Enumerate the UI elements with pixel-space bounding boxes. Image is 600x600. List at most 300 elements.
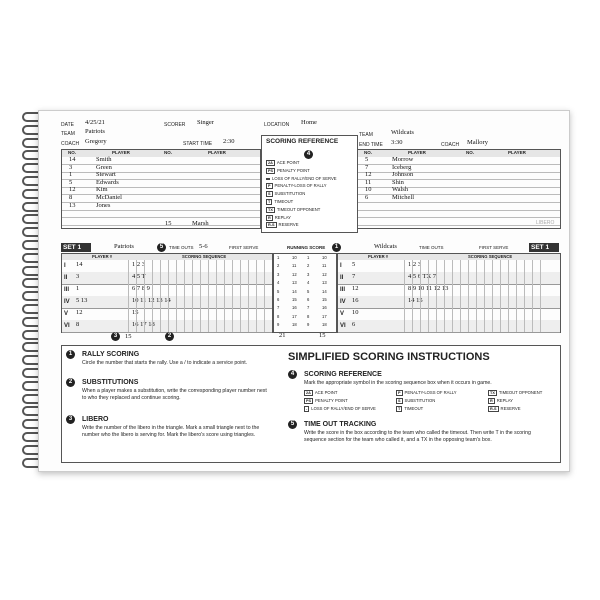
grid-cell-line (444, 320, 445, 332)
grid-cell-line (192, 272, 193, 284)
grid-cell-line (160, 272, 161, 284)
grid-cell-line (160, 260, 161, 272)
roster-right (357, 149, 561, 229)
grid-cell-line (508, 308, 509, 320)
roster-number: 5 (69, 178, 73, 186)
roster-name: Stewart (96, 171, 116, 179)
grid-cell-line (256, 308, 257, 320)
badge-2: 2 (165, 332, 174, 341)
grid-cell-line (468, 296, 469, 308)
grid-cell-line (404, 284, 405, 296)
scorebook-page (38, 110, 570, 472)
grid-cell-line (500, 308, 501, 320)
grid-cell-line (128, 296, 129, 308)
grid-cell-line (256, 284, 257, 296)
rotation-player: 12 (76, 309, 83, 316)
rotation-player: 5 (352, 261, 356, 268)
instr-badge-2: 2 (66, 378, 75, 387)
grid-cell-line (540, 260, 541, 272)
instr-badge-1: 1 (66, 350, 75, 359)
grid-cell-line (444, 296, 445, 308)
grid-cell-line (232, 272, 233, 284)
grid-cell-line (176, 308, 177, 320)
grid-cell-line (264, 308, 265, 320)
grid-cell-line (524, 296, 525, 308)
instr-ref-item (304, 406, 376, 412)
grid-cell-line (436, 284, 437, 296)
set-label-right: SET 1 (529, 243, 559, 252)
grid-cell-line (460, 320, 461, 332)
ref-code: S (268, 192, 271, 197)
grid-cell-line (168, 296, 169, 308)
grid-cell-line (232, 284, 233, 296)
grid-cell-line (468, 272, 469, 284)
instr-ref-label: PENALTY-LOSS OF RALLY (404, 390, 457, 395)
grid-cell-line (208, 296, 209, 308)
grid-cell-line (152, 320, 153, 332)
badge-4: 4 (304, 150, 313, 159)
instr-title-5: TIME OUT TRACKING (304, 421, 377, 428)
roster-number: 12 (365, 171, 372, 179)
scoring-sequence: 14 15 (408, 297, 423, 304)
ref-code: P (268, 184, 271, 189)
grid-cell-line (468, 320, 469, 332)
running-score-cell: 1 (277, 255, 280, 260)
set-team-right: Wildcats (374, 243, 397, 250)
instr-ref-label: RESERVE (500, 406, 521, 411)
grid-cell-line (232, 308, 233, 320)
grid-cell-line (176, 272, 177, 284)
roster-number: 14 (69, 156, 76, 163)
badge-1: 1 (332, 243, 341, 252)
rotation-player: 1 (76, 285, 80, 292)
ref-item (266, 222, 299, 228)
rotation-player: 10 (352, 309, 359, 316)
grid-cell-line (224, 296, 225, 308)
grid-cell-line (500, 272, 501, 284)
grid-cell-line (216, 320, 217, 332)
grid-cell-line (248, 272, 249, 284)
grid-cell-line (168, 272, 169, 284)
running-score-cell: 5 (277, 288, 280, 294)
running-score-cell: 2 (307, 263, 310, 269)
grid-cell-line (168, 320, 169, 332)
running-score-cell: 7 (307, 305, 310, 311)
running-score-cell: 3 (307, 271, 310, 277)
date-value: 4/25/21 (85, 119, 105, 126)
scoring-sequence: 1 2 3 (132, 261, 145, 268)
grid-cell-line (436, 320, 437, 332)
instr-text-5: Write the score in the box according to the team who called the timeout. Then write T in the scoring sequence section for the team who called it, and a TX in the opposing team's box. (304, 430, 531, 443)
scoring-sequence: 6 7 8 9 (132, 285, 150, 292)
grid-cell-line (240, 284, 241, 296)
running-score-cell: 16 (322, 305, 327, 311)
ref-label: LOSS OF RALLY/END OF SERVE (272, 175, 337, 181)
grid-cell-line (452, 296, 453, 308)
grid-cell-line (420, 320, 421, 332)
grid-cell-line (436, 308, 437, 320)
grid-cell-line (224, 308, 225, 320)
grid-cell-line (248, 284, 249, 296)
grid-cell-line (136, 284, 137, 296)
grid-cell-line (420, 284, 421, 296)
grid-cell-line (404, 260, 405, 272)
instr-text-4: Mark the appropriate symbol in the scoring sequence box when it occurs in game. (304, 380, 492, 386)
grid-cell-line (192, 284, 193, 296)
roster-number: 3 (69, 163, 73, 171)
team-left-label: TEAM (61, 131, 75, 137)
roster-row-empty (358, 218, 560, 226)
running-score-cell: 15 (292, 297, 297, 302)
grid-cell-line (524, 272, 525, 284)
scoring-sequence: 1 2 3 (408, 261, 421, 268)
instr-ref-code: S (398, 399, 401, 403)
grid-cell-line (516, 272, 517, 284)
grid-cell-line (144, 284, 145, 296)
roster-number: 5 (365, 156, 369, 163)
running-score-grid (273, 253, 337, 333)
roster-name: Jones (96, 201, 111, 209)
grid-cell-line (192, 260, 193, 272)
grid-cell-line (136, 320, 137, 332)
running-score-cell: 15 (322, 297, 327, 302)
roster-number: 11 (365, 178, 372, 186)
grid-cell-line (524, 284, 525, 296)
rotation-label: IV (340, 299, 346, 305)
instr-ref-item (396, 406, 423, 412)
libero-score: 15 (125, 333, 132, 340)
grid-cell-line (420, 260, 421, 272)
grid-cell-line (420, 308, 421, 320)
instr-ref-label: REPLAY (496, 398, 513, 403)
grid-cell-line (444, 260, 445, 272)
grid-cell-line (144, 272, 145, 284)
roster-left-no-header-2: NO. (164, 150, 173, 155)
grid-cell-line (500, 320, 501, 332)
running-score-cell: 10 (292, 255, 297, 260)
instr-ref-code: PS (306, 399, 312, 403)
timeouts-left: 5-6 (199, 243, 208, 250)
rotation-label: III (340, 287, 346, 293)
roster-name: Green (96, 163, 112, 171)
grid-cell-line (200, 320, 201, 332)
running-score-cell: 13 (292, 280, 297, 286)
grid-cell-line (484, 272, 485, 284)
grid-cell-line (192, 296, 193, 308)
running-score-cell: 5 (307, 288, 310, 294)
badge-5: 5 (157, 243, 166, 252)
rotation-label: IV (64, 299, 70, 305)
start-time-label: START TIME (183, 141, 213, 147)
grid-cell-line (176, 296, 177, 308)
running-score-cell: 7 (277, 305, 280, 311)
roster-left-no-header: NO. (68, 150, 77, 155)
grid-cell-line (168, 260, 169, 272)
grid-cell-line (136, 272, 137, 284)
grid-cell-line (232, 296, 233, 308)
running-score-cell: 17 (292, 313, 297, 319)
coach-left-value: Gregory (85, 138, 107, 145)
grid-cell-line (184, 260, 185, 272)
grid-cell-line (224, 320, 225, 332)
grid-cell-line (216, 272, 217, 284)
grid-cell-line (460, 308, 461, 320)
grid-cell-line (468, 284, 469, 296)
running-score-cell: 14 (292, 288, 297, 294)
rotation-player: 7 (352, 273, 356, 280)
grid-cell-line (516, 308, 517, 320)
grid-cell-line (420, 272, 421, 284)
grid-cell-line (428, 272, 429, 284)
grid-cell-line (264, 272, 265, 284)
grid-cell-line (152, 272, 153, 284)
instr-ref-code: R (490, 399, 493, 403)
roster-number: 10 (365, 186, 372, 194)
grid-cell-line (508, 296, 509, 308)
rotation-label: I (340, 263, 342, 269)
instr-text-2: When a player makes a substitution, write the corresponding player number next to who they replaced and continue scoring. (82, 388, 267, 401)
running-score-cell: 3 (277, 271, 280, 277)
grid-cell-line (160, 308, 161, 320)
grid-cell-line (500, 260, 501, 272)
ref-code: R (268, 215, 271, 220)
grid-cell-line (136, 308, 137, 320)
roster-name: Iceberg (392, 163, 412, 171)
grid-cell-line (452, 260, 453, 272)
ref-item (266, 199, 293, 205)
grid-cell-line (184, 296, 185, 308)
grid-cell-line (224, 260, 225, 272)
team-right-value: Wildcats (391, 129, 414, 136)
running-score-cell: 2 (277, 263, 280, 269)
instr-ref-item (488, 406, 521, 412)
grid-cell-line (200, 284, 201, 296)
instr-text-3: Write the number of the libero in the triangle. Mark a small triangle next to the number who the libero is serving for. Mark the libero's score using triangles. (82, 425, 260, 438)
roster-name: Walsh (392, 186, 409, 194)
grid-cell-line (508, 260, 509, 272)
roster-name: Mitchell (392, 194, 415, 201)
date-label: DATE (61, 122, 74, 128)
ref-code: PS (268, 168, 274, 173)
instr-ref-code: R-S (490, 407, 497, 411)
grid-cell-line (532, 296, 533, 308)
grid-cell-line (532, 320, 533, 332)
roster-right-player-header-2: PLAYER (508, 150, 526, 155)
instructions-panel (61, 345, 561, 463)
running-score-cell: 10 (322, 255, 327, 260)
grid-cell-line (428, 284, 429, 296)
grid-cell-line (152, 296, 153, 308)
first-serve-label-right: FIRST SERVE (479, 245, 509, 250)
roster-number: 8 (69, 194, 73, 201)
running-score-cell: 16 (292, 305, 297, 311)
grid-cell-line (476, 260, 477, 272)
instr-ref-label: PENALTY POINT (315, 398, 348, 403)
instr-ref-label: SUBSTITUTION (404, 398, 436, 403)
team-right-label: TEAM (359, 132, 373, 138)
grid-cell-line (476, 308, 477, 320)
grid-cell-line (532, 260, 533, 272)
scorer-label: SCORER (164, 122, 186, 128)
grid-cell-line (524, 308, 525, 320)
grid-cell-line (240, 272, 241, 284)
running-score-cell: 4 (277, 280, 280, 286)
grid-cell-line (184, 284, 185, 296)
grid-cell-line (404, 272, 405, 284)
grid-cell-line (160, 320, 161, 332)
ref-item (266, 207, 320, 213)
roster-extra-name: Marsh (192, 220, 209, 227)
rotation-label: II (64, 275, 68, 281)
grid-cell-line (152, 284, 153, 296)
grid-cell-line (208, 308, 209, 320)
roster-name: Morrow (392, 156, 414, 163)
grid-cell-line (476, 272, 477, 284)
running-score-cell: 14 (322, 288, 327, 294)
ref-label: SUBSTITUTION (274, 191, 306, 197)
grid-cell-line (476, 296, 477, 308)
instr-ref-code: T (398, 407, 401, 411)
roster-row-empty (62, 218, 260, 226)
grid-cell-line (436, 296, 437, 308)
ref-label: ACE POINT (276, 160, 300, 165)
rotation-label: V (64, 311, 69, 317)
grid-cell-line (436, 260, 437, 272)
grid-cell-line (176, 284, 177, 296)
grid-cell-line (492, 284, 493, 296)
grid-cell-line (492, 320, 493, 332)
scoring-sequence: 4 5 6 TX 7 (408, 273, 437, 280)
grid-cell-line (492, 296, 493, 308)
instr-ref-item (396, 398, 435, 404)
grid-cell-line (256, 296, 257, 308)
scoring-reference-box (261, 135, 358, 233)
grid-cell-line (128, 260, 129, 272)
grid-cell-line (248, 296, 249, 308)
grid-cell-line (412, 296, 413, 308)
grid-cell-line (508, 272, 509, 284)
running-score-cell: 13 (322, 280, 327, 286)
roster-extra-no: 15 (165, 220, 172, 227)
grid-cell-line (160, 296, 161, 308)
roster-name: McDaniel (96, 194, 122, 201)
grid-cell-line (208, 260, 209, 272)
final-score-left: 21 (279, 332, 286, 339)
instr-title-1: RALLY SCORING (82, 351, 140, 358)
grid-cell-line (144, 260, 145, 272)
grid-cell-line (460, 296, 461, 308)
running-score-cell: 6 (277, 297, 280, 302)
grid-cell-line (224, 284, 225, 296)
grid-cell-line (452, 308, 453, 320)
coach-right-value: Mallory (467, 139, 488, 146)
instr-title-3: LIBERO (82, 416, 109, 423)
scoring-sequence: 4 5 T (132, 273, 146, 280)
grid-cell-line (532, 272, 533, 284)
running-score-cell: 8 (307, 313, 310, 319)
instr-ref-item (488, 390, 542, 396)
ref-item (266, 176, 337, 181)
running-score-cell: 18 (322, 322, 327, 328)
grid-cell-line (428, 296, 429, 308)
scoring-sequence: 10 11 12 13 14 (132, 297, 171, 304)
instr-badge-5: 5 (288, 420, 297, 429)
scoring-grid-right (337, 253, 561, 333)
grid-cell-line (516, 296, 517, 308)
grid-cell-line (216, 260, 217, 272)
ref-code: T (268, 200, 271, 204)
grid-cell-line (224, 272, 225, 284)
rotation-player: 3 (76, 273, 80, 280)
grid-cell-line (516, 284, 517, 296)
rotation-label: III (64, 287, 70, 293)
running-score-cell: 9 (307, 322, 310, 328)
grid-cell-line (516, 320, 517, 332)
grid-cell-line (444, 308, 445, 320)
grid-cell-line (216, 308, 217, 320)
grid-cell-line (152, 260, 153, 272)
grid-cell-line (420, 296, 421, 308)
ref-item (266, 183, 327, 189)
scorer-value: Singer (197, 119, 214, 126)
running-score-cell: 12 (292, 271, 297, 277)
roster-name: Smith (96, 156, 112, 163)
roster-left (61, 149, 261, 229)
instr-ref-code: P (398, 391, 401, 395)
running-score-cell: 9 (277, 322, 280, 328)
running-score-cell: 12 (322, 271, 327, 277)
grid-cell-line (144, 320, 145, 332)
grid-cell-line (208, 320, 209, 332)
grid-cell-line (412, 272, 413, 284)
grid-cell-line (256, 260, 257, 272)
grid-cell-line (428, 308, 429, 320)
ref-code: TX (268, 207, 273, 212)
instr-ref-label: TIMEOUT OPPONENT (498, 390, 543, 395)
team-left-value: Patriots (85, 128, 105, 135)
ref-label: PENALTY POINT (277, 167, 310, 173)
rotation-label: I (64, 263, 66, 269)
grid-cell-line (516, 260, 517, 272)
grid-cell-line (404, 320, 405, 332)
grid-cell-line (500, 296, 501, 308)
grid-cell-line (248, 260, 249, 272)
scoring-reference-title: SCORING REFERENCE (266, 138, 339, 145)
rotation-row (62, 320, 272, 333)
grid-cell-line (412, 308, 413, 320)
final-score-right: 15 (319, 332, 326, 339)
grid-cell-line (540, 308, 541, 320)
grid-cell-line (216, 284, 217, 296)
rotation-player: 5 13 (76, 297, 88, 304)
running-score-cell: 8 (277, 313, 280, 319)
seq-col-left: SCORING SEQUENCE (182, 254, 227, 259)
grid-cell-line (484, 296, 485, 308)
instr-title-4: SCORING REFERENCE (304, 371, 382, 378)
grid-cell-line (128, 308, 129, 320)
grid-cell-line (168, 284, 169, 296)
timeouts-label-left: TIME OUTS (169, 245, 194, 250)
instructions-title: SIMPLIFIED SCORING INSTRUCTIONS (288, 351, 490, 363)
instr-text-1: Circle the number that starts the rally. Use a / to indicate a service point. (82, 360, 248, 366)
grid-cell-line (508, 320, 509, 332)
roster-number: 12 (69, 186, 76, 194)
rotation-label: VI (64, 323, 70, 329)
grid-cell-line (240, 320, 241, 332)
grid-cell-line (436, 272, 437, 284)
roster-right-no-header: NO. (364, 150, 373, 155)
grid-cell-line (232, 320, 233, 332)
